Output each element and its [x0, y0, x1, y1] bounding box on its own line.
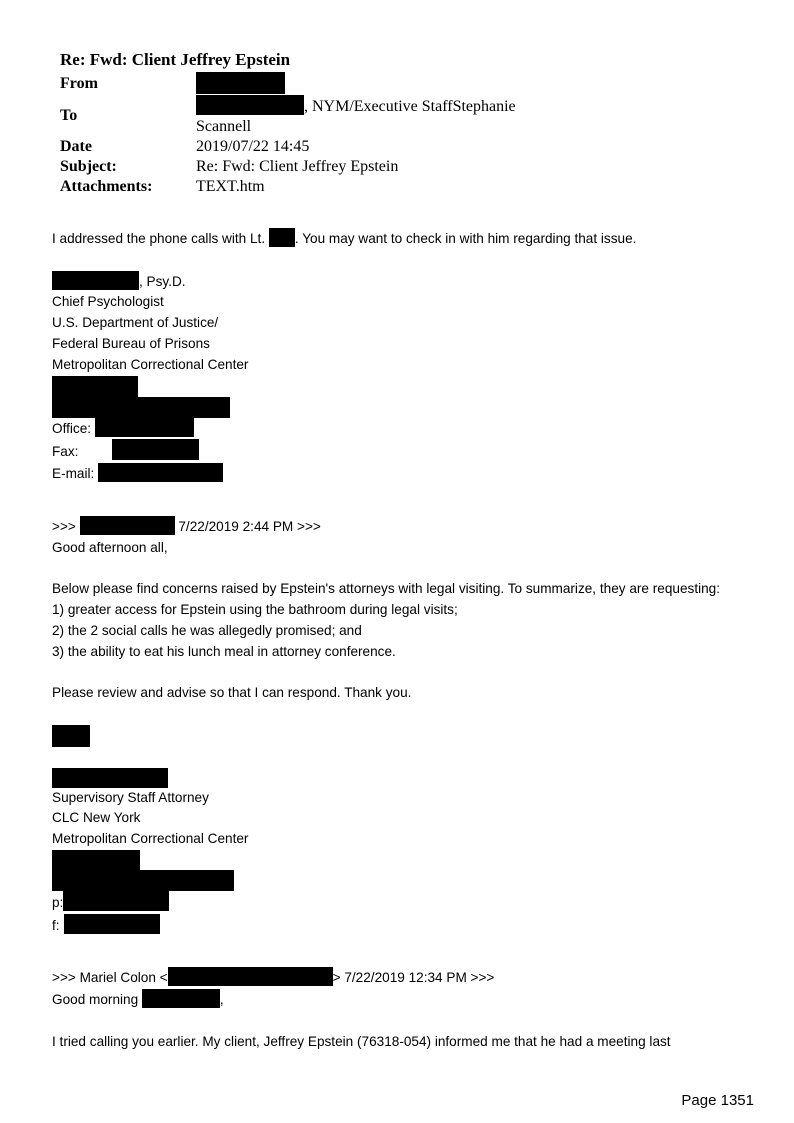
fwd2-greeting: Good morning ,: [52, 989, 742, 1011]
fwd1-list-item: 3) the ability to eat his lunch meal in attorney conference.: [52, 643, 396, 659]
redaction-box: [196, 72, 285, 94]
email-title: Re: Fwd: Client Jeffrey Epstein: [60, 50, 291, 69]
sig1-fax: Fax:: [52, 439, 742, 463]
redaction-box: [80, 516, 175, 535]
sig1-line: U.S. Department of Justice/: [52, 315, 219, 331]
sig1-line: Metropolitan Correctional Center: [52, 356, 249, 372]
redaction-box: [168, 967, 333, 986]
sig1-office: Office:: [52, 418, 742, 440]
from-label: From: [60, 74, 98, 92]
redaction-box: [269, 228, 295, 247]
to-value: [196, 95, 516, 137]
forward-2: [52, 967, 742, 1052]
to-value-cont: Scannell: [196, 118, 252, 135]
forward-1: [52, 516, 742, 704]
attachments-value[interactable]: TEXT.htm: [196, 178, 265, 195]
sig2-title: Supervisory Staff Attorney: [52, 789, 209, 805]
redaction-box: [52, 271, 139, 290]
redaction-box: [63, 891, 169, 911]
sig2-address-redaction: [52, 850, 742, 891]
email-header: [60, 50, 516, 197]
sig1-line: Federal Bureau of Prisons: [52, 335, 210, 351]
sig1-email: E-mail:: [52, 463, 742, 485]
attachments-label: Attachments:: [60, 178, 153, 195]
page-number: Page 1351: [681, 1092, 754, 1109]
subject-label: Subject:: [60, 158, 117, 175]
attachments-row: [60, 177, 516, 197]
body-line-1: [52, 228, 742, 250]
from-value: [196, 72, 516, 95]
fwd2-header: >>> Mariel Colon < > 7/22/2019 12:34 PM >>>: [52, 967, 742, 989]
redaction-box: [52, 725, 90, 747]
fwd1-para: Below please find concerns raised by Epstein's attorneys with legal visiting. To summarize, they are requesting:: [52, 581, 721, 597]
sig2-line: CLC New York: [52, 810, 141, 826]
subject-row: [60, 157, 516, 177]
fwd1-header: >>> 7/22/2019 2:44 PM >>>: [52, 516, 742, 538]
sig2-name-redaction: [52, 725, 742, 747]
to-row: [60, 95, 516, 137]
redaction-box: [52, 376, 138, 398]
sig2-line: Metropolitan Correctional Center: [52, 831, 249, 847]
body-line-1-b: . You may want to check in with him regarding that issue.: [294, 231, 637, 246]
sig1-name-suffix: , Psy.D.: [139, 273, 186, 289]
sig2-phone: p:: [52, 891, 742, 914]
redaction-box: [52, 850, 140, 871]
email-meta-table: [60, 72, 516, 197]
body-line-1-a: I addressed the phone calls with Lt.: [52, 231, 269, 246]
redaction-box: [112, 439, 199, 460]
sig1-title: Chief Psychologist: [52, 294, 164, 310]
redaction-box: [196, 95, 304, 115]
sig1-address-redaction: [52, 376, 742, 418]
date-row: [60, 137, 516, 157]
redaction-box: [142, 989, 220, 1008]
date-label: Date: [60, 138, 92, 155]
redaction-box: [64, 914, 160, 934]
redaction-box: [52, 768, 168, 788]
signature-2: [52, 768, 742, 937]
subject-value: Re: Fwd: Client Jeffrey Epstein: [196, 158, 399, 175]
signature-1: [52, 271, 742, 485]
to-label: To: [60, 107, 78, 124]
fwd1-greeting: Good afternoon all,: [52, 539, 168, 555]
fwd1-list-item: 2) the 2 social calls he was allegedly promised; and: [52, 622, 362, 638]
sig2-fax: f:: [52, 914, 742, 937]
redaction-box: [98, 463, 223, 482]
fwd2-para: I tried calling you earlier. My client, Jeffrey Epstein (76318-054) informed me that he had a meeting last: [52, 1033, 671, 1049]
email-body: [52, 228, 742, 1053]
to-value-text: , NYM/Executive StaffStephanie: [304, 98, 516, 115]
redaction-box: [52, 397, 230, 418]
fwd1-list-item: 1) greater access for Epstein using the bathroom during legal visits;: [52, 601, 458, 617]
date-value: 2019/07/22 14:45: [196, 138, 310, 155]
redaction-box: [95, 418, 194, 437]
from-row: [60, 72, 516, 95]
fwd1-para: Please review and advise so that I can respond. Thank you.: [52, 685, 412, 701]
redaction-box: [52, 870, 234, 891]
